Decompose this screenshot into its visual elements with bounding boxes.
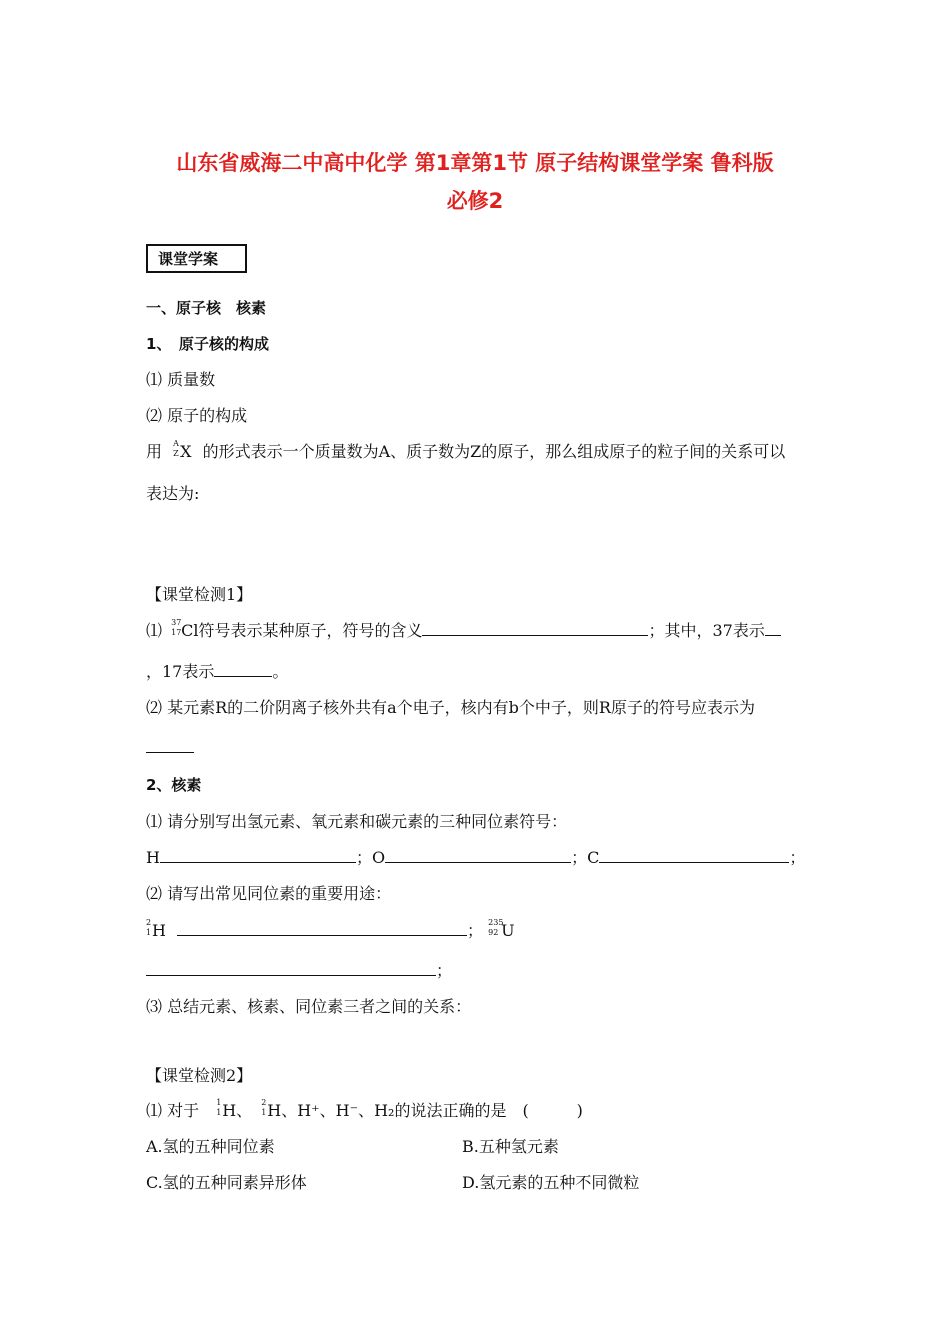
separator-1: 、	[236, 1101, 253, 1120]
h2b-atomic-number: 1	[261, 1108, 267, 1117]
answer-blank-r-symbol[interactable]	[146, 742, 194, 753]
option-d[interactable]: D.氢元素的五种不同微粒	[462, 1173, 640, 1192]
isotope-uses-row	[146, 920, 515, 942]
carbon-label: ；C	[571, 848, 600, 867]
document-title-line1: 山东省威海二中高中化学 第1章第1节 原子结构课堂学案 鲁科版	[176, 151, 774, 175]
answer-blank-17[interactable]	[214, 662, 272, 677]
nuclide-symbol-h2	[146, 920, 166, 942]
u235-mass-number: 235	[488, 918, 504, 927]
option-b[interactable]: B.五种氢元素	[462, 1137, 559, 1156]
isotope-symbols-row	[146, 847, 805, 869]
uses-separator: ；	[467, 921, 484, 940]
check1-question2-answer	[146, 737, 194, 759]
cl-atomic-number: 17	[171, 628, 182, 637]
check2-q1-post: 的说法正确的是 ( )	[394, 1101, 583, 1120]
h1-atomic-number: 1	[216, 1108, 222, 1117]
h2-element-symbol: H	[152, 921, 166, 940]
isotope-uses-row2	[146, 960, 452, 982]
atom-structure-item: ⑵ 原子的构成	[146, 406, 248, 425]
notation-pre-text: 用	[146, 442, 163, 461]
mass-number-item: ⑴ 质量数	[146, 370, 216, 389]
option-a[interactable]: A.氢的五种同位素	[146, 1137, 275, 1156]
check1-question1-line2	[146, 661, 288, 683]
h2-atomic-number: 1	[146, 928, 152, 937]
uses-row-end: ；	[436, 961, 453, 980]
notation-post-text: 的形式表示一个质量数为A、质子数为Z的原子，那么组成原子的粒子间的关系可以	[202, 442, 786, 461]
nuclide-atomic-number: Z	[173, 449, 179, 458]
check2-heading: 【课堂检测2】	[146, 1066, 253, 1085]
h2-mass-number: 2	[146, 918, 152, 927]
notation-paragraph	[146, 441, 785, 463]
nuclide-symbol-az-x	[173, 441, 191, 463]
separator-2: 、	[281, 1101, 298, 1120]
hydrogen-label: H	[146, 848, 160, 867]
section1-subheading: 1、 原子核的构成	[146, 335, 269, 353]
check1-q1-number: ⑴	[146, 621, 163, 640]
cl-element-symbol: Cl	[181, 621, 199, 640]
check1-q1-text: 符号表示某种原子，符号的含义	[198, 621, 423, 640]
separator-3: 、	[319, 1101, 336, 1120]
h1-element-symbol: H	[222, 1101, 237, 1120]
h2b-mass-number: 2	[261, 1098, 267, 1107]
nuclide-symbol-h1	[216, 1100, 236, 1122]
section2-heading: 2、核素	[146, 776, 202, 794]
row-end-punct: ；	[789, 848, 806, 867]
section-box-label: 课堂学案	[146, 244, 247, 273]
notation-paragraph-line2: 表达为:	[146, 484, 200, 503]
option-c[interactable]: C.氢的五种同素异形体	[146, 1173, 307, 1192]
check1-q1-end: 。	[272, 662, 289, 681]
u235-element-symbol: U	[501, 921, 515, 940]
check2-q1-pre: ⑴ 对于	[146, 1101, 200, 1120]
nuclide-element-symbol: X	[180, 442, 192, 461]
u235-atomic-number: 92	[488, 928, 499, 937]
check2-question1	[146, 1100, 583, 1122]
section1-heading: 一、原子核 核素	[146, 299, 267, 317]
h2b-element-symbol: H	[267, 1101, 282, 1120]
oxygen-label: ；O	[355, 848, 386, 867]
nuclide-symbol-cl37	[171, 620, 198, 642]
answer-blank-hydrogen[interactable]	[160, 848, 356, 863]
answer-blank-deuterium-use[interactable]	[177, 921, 467, 936]
section2-question3: ⑶ 总结元素、核素、同位素三者之间的关系：	[146, 997, 472, 1016]
answer-blank-37[interactable]	[765, 621, 781, 636]
hydrogen-molecule: H₂	[374, 1101, 395, 1120]
answer-blank-uranium-use[interactable]	[146, 961, 436, 976]
check1-question1	[146, 620, 781, 642]
answer-blank-oxygen[interactable]	[385, 848, 571, 863]
check1-q1-17-label: ，17表示	[146, 662, 215, 681]
nuclide-symbol-h2-b	[261, 1100, 281, 1122]
check1-heading: 【课堂检测1】	[146, 585, 253, 604]
hydrogen-cation: H⁺	[297, 1101, 320, 1120]
nuclide-symbol-u235	[488, 920, 514, 942]
check1-q1-tail: ；其中，37表示	[648, 621, 765, 640]
separator-4: 、	[358, 1101, 375, 1120]
nuclide-mass-number: A	[173, 439, 179, 448]
check1-question2: ⑵ 某元素R的二价阴离子核外共有a个电子，核内有b个中子，则R原子的符号应表示为	[146, 698, 755, 717]
section2-question1: ⑴ 请分别写出氢元素、氧元素和碳元素的三种同位素符号：	[146, 812, 568, 831]
section2-question2: ⑵ 请写出常见同位素的重要用途：	[146, 884, 392, 903]
h1-mass-number: 1	[216, 1098, 222, 1107]
answer-blank-meaning[interactable]	[422, 621, 648, 636]
answer-blank-carbon[interactable]	[599, 848, 789, 863]
hydride-anion: H⁻	[335, 1101, 359, 1120]
cl-mass-number: 37	[171, 618, 182, 627]
document-title-line2: 必修2	[446, 189, 504, 213]
